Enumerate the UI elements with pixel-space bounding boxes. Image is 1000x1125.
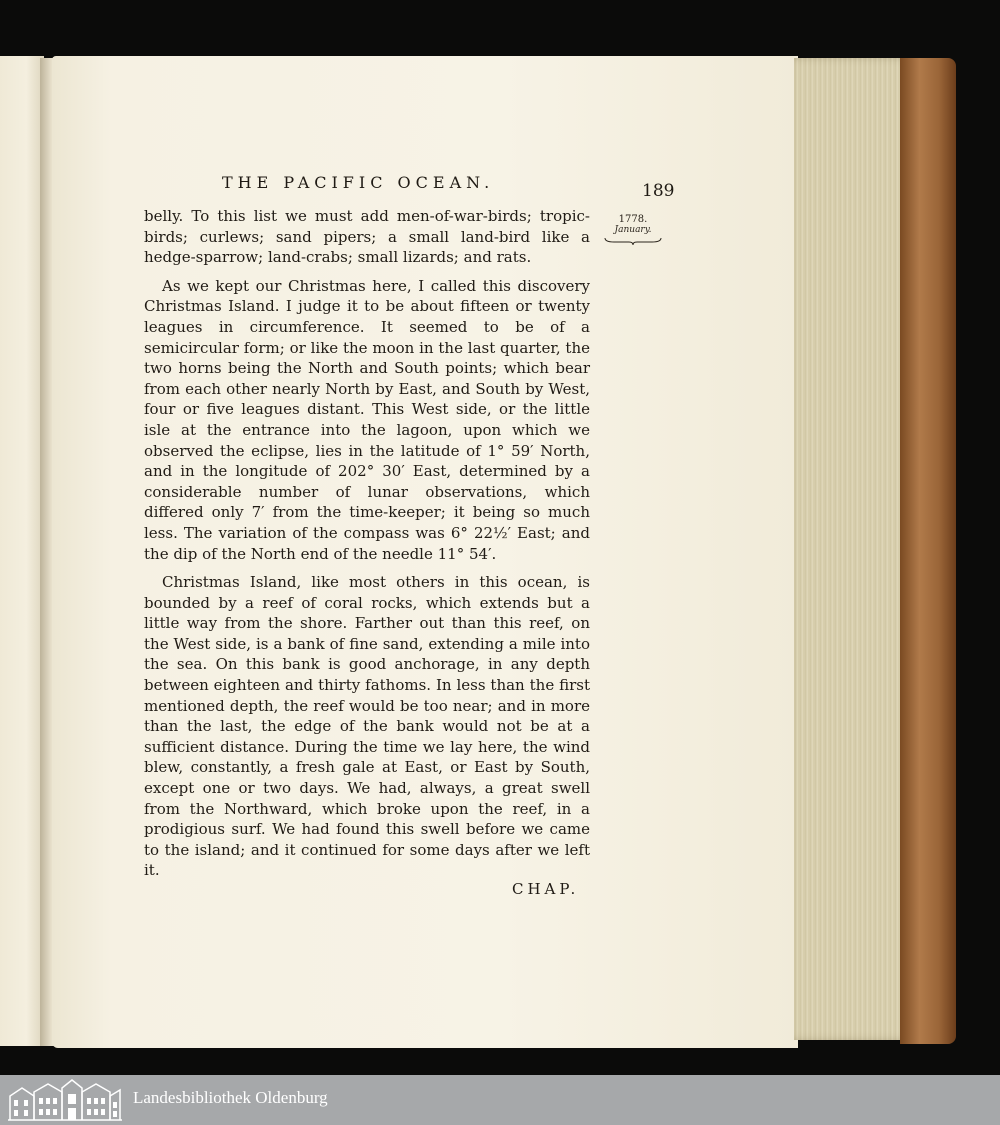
page-block-edges bbox=[794, 58, 912, 1040]
brace-icon bbox=[604, 237, 662, 245]
page-number: 189 bbox=[642, 181, 675, 201]
running-header: THE PACIFIC OCEAN. bbox=[222, 173, 495, 192]
body-text bbox=[144, 206, 590, 881]
leather-cover bbox=[900, 58, 956, 1044]
left-page-edge bbox=[0, 56, 44, 1046]
library-name: Landesbibliothek Oldenburg bbox=[133, 1088, 328, 1107]
paragraph-2: As we kept our Christmas here, I called this discovery Christmas Island. I judge it to be about fifteen or twenty leagues in circumference. It seemed to be of a semicircular form; or like the moon in the last quarter, the two horns being the North and South points; which bear from each other nearly North by East, and South by West, four or five leagues distant. This West side, or the little isle at the entrance into the lagoon, upon which we observed the eclipse, lies in the latitude of 1° 59′ North, and in the longitude of 202° 30′ East, determined by a considerable number of lunar observations, which differed only 7′ from the time-keeper; it being so much less. The variation of the compass was 6° 22½′ East; and the dip of the North end of the needle 11° 54′. bbox=[144, 276, 590, 563]
margin-month: January. bbox=[614, 225, 652, 235]
catchword: CHAP. bbox=[512, 880, 580, 898]
margin-date-note bbox=[604, 215, 662, 245]
paragraph-3: Christmas Island, like most others in this ocean, is bounded by a reef of coral rocks, which extends but a little way from the shore. Farther out than this reef, on the West side, is a bank of fine sand, extending a mile into the sea. On this bank is good anchorage, in any depth between eighteen and thirty fathoms. In less than the first mentioned depth, the reef would be too near; and in more than the last, the edge of the bank would not be at a sufficient distance. During the time we lay here, the wind blew, constantly, a fresh gale at East, or East by South, except one or two days. We had, always, a great swell from the Northward, which broke upon the reef, in a prodigious surf. We had found this swell before we came to the island; and it continued for some days after we left it. bbox=[144, 573, 590, 880]
paragraph-1: belly. To this list we must add men-of-war-birds; tropic-birds; curlews; sand pipers; a small land-bird like a hedge-sparrow; land-crabs; small lizards; and rats. bbox=[144, 207, 590, 267]
library-building-icon bbox=[8, 1078, 122, 1122]
margin-year: 1778. bbox=[618, 214, 648, 225]
